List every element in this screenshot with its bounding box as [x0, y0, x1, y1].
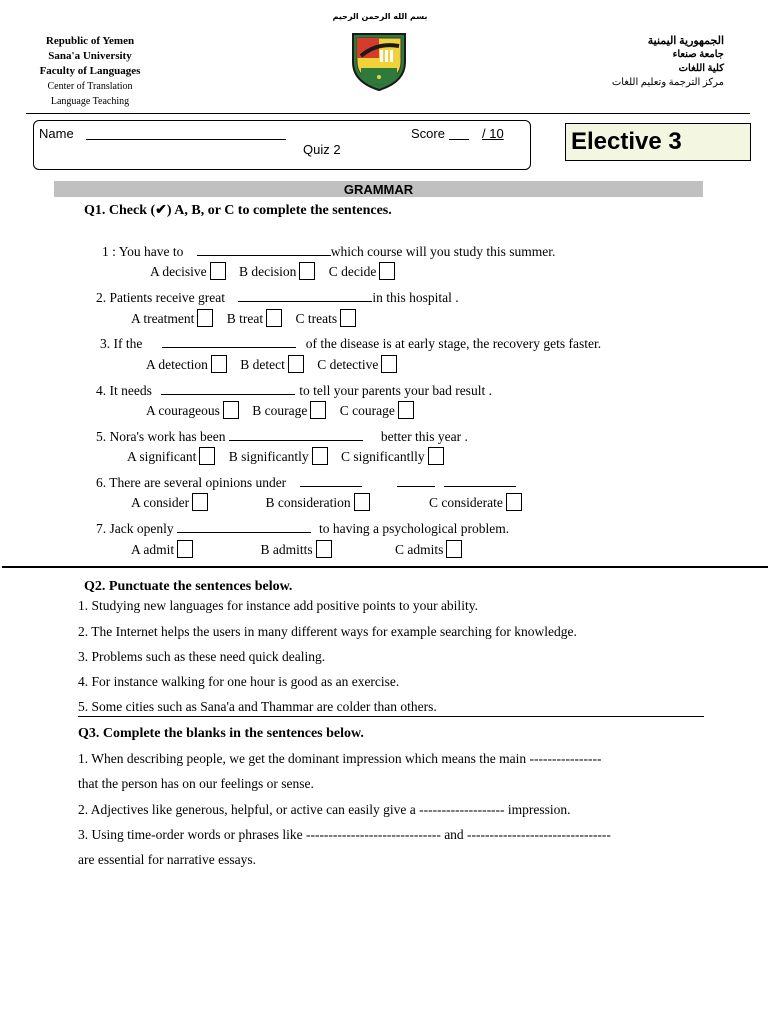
q1-item-6-checkbox-c[interactable] [506, 493, 522, 511]
q1-item-3-option-a: A detection [146, 357, 208, 372]
elective-box [565, 123, 751, 161]
q1-item-6-option-c: C considerate [428, 495, 503, 510]
q1-item-1-option-c: C decide [328, 264, 377, 279]
q1-item-7-stem-end: to having a psychological problem. [318, 521, 510, 536]
q1-item-4-stem-end: to tell your parents your bad result . [299, 383, 492, 398]
bismillah: بسم الله الرحمن الرحيم [332, 12, 428, 21]
q1-item-5-checkbox-b[interactable] [312, 447, 328, 465]
q1-item-5-option-c: C significantlly [341, 449, 425, 464]
q1-item-3-options [146, 355, 397, 373]
q1-item-4-checkbox-a[interactable] [223, 401, 239, 419]
q1-item-4-option-b: B courage [252, 403, 308, 418]
q1-item-1-stem-end: which course will you study this summer. [330, 244, 556, 259]
q1-item-4-stem: 4. It needs [96, 383, 152, 398]
q1-item-6 [96, 474, 516, 491]
q1-item-5-options [127, 447, 444, 465]
q1-item-5-blank[interactable] [229, 428, 363, 441]
q1-item-5-checkbox-a[interactable] [199, 447, 215, 465]
q1-item-2-stem: 2. Patients receive great [96, 290, 225, 305]
q1-item-6-options [131, 493, 522, 511]
q1-item-1-checkbox-b[interactable] [299, 262, 315, 280]
q3-title: Q3. Complete the blanks in the sentences below. [78, 726, 364, 741]
header-teaching: Language Teaching [50, 96, 130, 107]
q1-item-7-option-a: A admit [131, 542, 175, 557]
elective-title: Elective 3 [571, 128, 682, 155]
header-center-arabic: مركز الترجمة وتعليم اللغات [611, 77, 724, 88]
q1-item-6-stem: 6. There are several opinions under [96, 475, 287, 490]
q1-item-1 [102, 243, 555, 260]
q1-item-2 [96, 289, 459, 306]
q1-item-3-checkbox-a[interactable] [211, 355, 227, 373]
q1-item-6-option-b: B consideration [265, 495, 351, 510]
q1-item-4-options [146, 401, 414, 419]
q1-item-2-stem-end: in this hospital . [372, 290, 459, 305]
header-university-arabic: جامعة صنعاء [672, 49, 724, 60]
header-faculty: Faculty of Languages [39, 65, 141, 77]
q1-item-5-stem-end: better this year . [380, 429, 468, 444]
q1-item-1-stem: 1 : You have to [102, 244, 184, 259]
header-faculty-arabic: كلية اللغات [678, 63, 724, 74]
header-divider [26, 113, 750, 114]
q1-item-7-stem: 7. Jack openly [96, 521, 174, 536]
q2-item-3: 3. Problems such as these need quick dealing. [78, 649, 326, 664]
q1-item-7-checkbox-b[interactable] [316, 540, 332, 558]
q1-item-2-option-a: A treatment [131, 311, 195, 326]
section-divider [2, 566, 768, 568]
q1-item-4-checkbox-c[interactable] [398, 401, 414, 419]
q1-item-7-option-b: B admitts [260, 542, 313, 557]
q1-item-7-checkbox-a[interactable] [177, 540, 193, 558]
header-center: Center of Translation [47, 81, 133, 92]
q1-item-3-checkbox-c[interactable] [381, 355, 397, 373]
q3-line-4: 3. Using time-order words or phrases like ------------------------------ and -------------------------------- [78, 827, 611, 842]
q2-title: Q2. Punctuate the sentences below. [84, 579, 293, 594]
university-seal-logo [349, 28, 409, 97]
q1-item-2-options [131, 309, 356, 327]
q1-item-4-option-a: A courageous [146, 403, 220, 418]
q1-item-3-blank[interactable] [162, 335, 296, 348]
q1-item-5 [96, 428, 468, 445]
q1-item-5-stem: 5. Nora's work has been [96, 429, 226, 444]
section-bar [54, 181, 703, 197]
q3-line-5: are essential for narrative essays. [78, 852, 257, 867]
header-university: Sana'a University [48, 50, 132, 62]
info-box [33, 120, 531, 170]
q1-item-1-checkbox-c[interactable] [379, 262, 395, 280]
q1-item-7 [96, 520, 509, 537]
q1-item-4 [96, 382, 492, 399]
name-label: Name [39, 126, 74, 141]
q2-item-4: 4. For instance walking for one hour is good as an exercise. [78, 674, 400, 689]
score-label: Score [411, 126, 445, 141]
name-field[interactable] [86, 139, 286, 140]
header-left-block [28, 34, 152, 109]
q1-title: Q1. Check (✔) A, B, or C to complete the sentences. [84, 203, 392, 218]
q1-item-2-blank[interactable] [238, 289, 372, 302]
q1-item-3-option-c: C detective [317, 357, 379, 372]
q1-item-3-option-b: B detect [240, 357, 285, 372]
q1-item-3-stem: 3. If the [100, 336, 143, 351]
q1-item-7-option-c: C admits [395, 542, 444, 557]
header-right-block [590, 34, 724, 90]
q1-item-6-blank-3[interactable] [444, 474, 516, 487]
q1-item-6-checkbox-b[interactable] [354, 493, 370, 511]
q1-item-2-option-b: B treat [226, 311, 264, 326]
q1-item-2-checkbox-a[interactable] [197, 309, 213, 327]
q1-item-6-option-a: A consider [131, 495, 190, 510]
q1-item-1-options [150, 262, 395, 280]
q1-item-5-option-b: B significantly [228, 449, 309, 464]
q1-item-1-checkbox-a[interactable] [210, 262, 226, 280]
q1-item-7-checkbox-c[interactable] [446, 540, 462, 558]
q1-item-4-checkbox-b[interactable] [310, 401, 326, 419]
q2-divider [78, 716, 704, 717]
q3-line-2: that the person has on our feelings or sense. [78, 776, 314, 791]
q1-item-5-option-a: A significant [127, 449, 197, 464]
q1-item-1-blank[interactable] [197, 243, 331, 256]
q1-item-3 [100, 335, 601, 352]
q2-item-1: 1. Studying new languages for instance add positive points to your ability. [78, 598, 478, 613]
section-title: GRAMMAR [343, 182, 414, 197]
q1-item-6-blank-1[interactable] [300, 474, 362, 487]
q1-item-2-checkbox-c[interactable] [340, 309, 356, 327]
q1-item-6-checkbox-a[interactable] [192, 493, 208, 511]
q1-item-1-option-b: B decision [239, 264, 297, 279]
q1-item-6-blank-2[interactable] [397, 474, 435, 487]
score-total: / 10 [482, 126, 504, 141]
q1-item-7-blank[interactable] [177, 520, 311, 533]
q1-item-7-options [131, 540, 462, 558]
q3-line-1: 1. When describing people, we get the dominant impression which means the main ---------------- [78, 751, 602, 766]
q1-item-5-checkbox-c[interactable] [428, 447, 444, 465]
q2-item-2: 2. The Internet helps the users in many different ways for example searching for knowledge. [78, 624, 577, 639]
q3-line-3: 2. Adjectives like generous, helpful, or active can easily give a ------------------- impression. [78, 802, 571, 817]
q1-item-3-checkbox-b[interactable] [288, 355, 304, 373]
q1-item-3-stem-end: of the disease is at early stage, the recovery gets faster. [305, 336, 602, 351]
q1-item-4-blank[interactable] [161, 382, 295, 395]
quiz-label: Quiz 2 [303, 142, 341, 157]
score-field[interactable] [449, 139, 469, 140]
q1-item-4-option-c: C courage [339, 403, 395, 418]
q1-item-1-option-a: A decisive [150, 264, 207, 279]
q1-item-2-checkbox-b[interactable] [266, 309, 282, 327]
header-country: Republic of Yemen [45, 35, 135, 47]
header-country-arabic: الجمهورية اليمنية [647, 35, 724, 47]
q2-item-5: 5. Some cities such as Sana'a and Thammar are colder than others. [78, 699, 437, 714]
q1-item-2-option-c: C treats [295, 311, 338, 326]
